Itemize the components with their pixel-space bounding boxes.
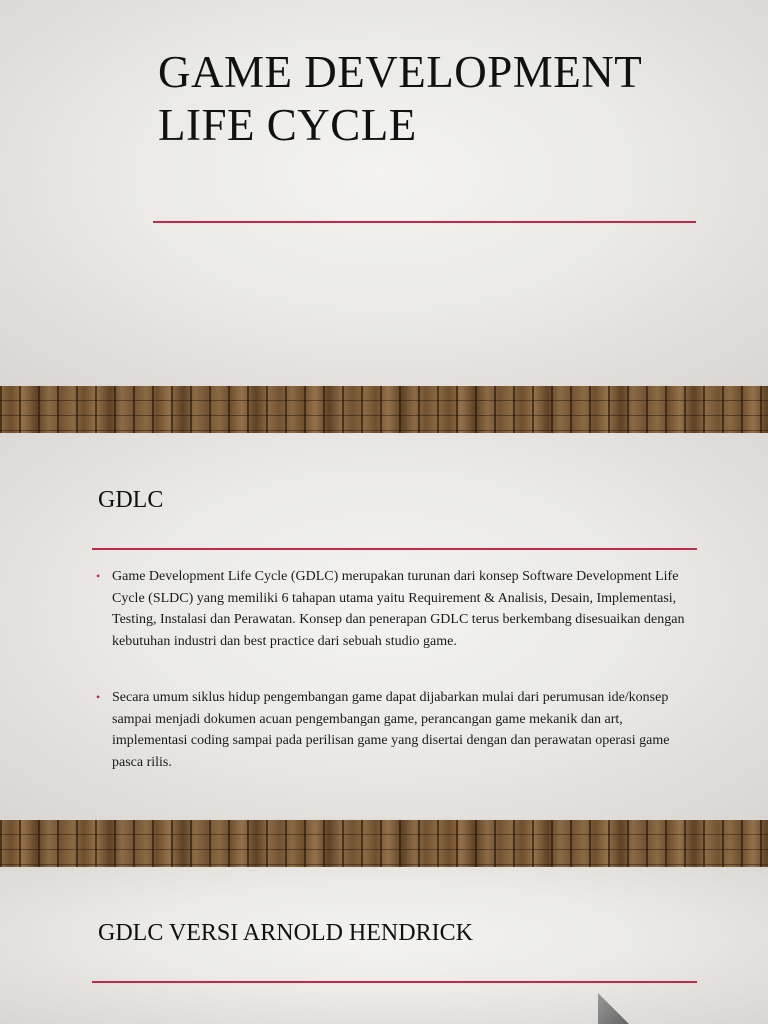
slide-1-title-underline xyxy=(153,221,696,223)
slide-3 xyxy=(0,867,768,1024)
bullet-item xyxy=(96,566,696,652)
wood-floor-divider-2 xyxy=(0,820,768,867)
slide-1-title: GAME DEVELOPMENT LIFE CYCLE xyxy=(158,47,642,150)
bullet-dot-icon: • xyxy=(96,569,101,583)
slide-2 xyxy=(0,433,768,819)
slide-2-bullet-list xyxy=(96,566,696,773)
bullet-text: Secara umum siklus hidup pengembangan game dapat dijabarkan mulai dari perumusan ide/konsep sampai menjadi dokumen acuan pengembangan game, perancangan game mekanik dan art, implementasi coding sampai pada perilisan game yang disertai dengan dan perawatan operasi game pasca rilis. xyxy=(112,690,670,770)
slide-3-title-underline xyxy=(92,981,697,983)
gray-triangle-shape-icon xyxy=(596,991,636,1024)
slide-2-title: GDLC xyxy=(98,487,164,513)
bullet-dot-icon: • xyxy=(96,690,101,704)
bullet-item xyxy=(96,687,696,773)
wood-floor-divider-1 xyxy=(0,386,768,433)
slide-1 xyxy=(0,0,768,386)
slide-2-title-underline xyxy=(92,548,697,550)
bullet-text: Game Development Life Cycle (GDLC) merupakan turunan dari konsep Software Development Life Cycle (SLDC) yang memiliki 6 tahapan utama yaitu Requirement & Analisis, Desain, Implementasi, Testing, Instalasi dan Perawatan. Konsep dan penerapan GDLC terus berkembang disesuaikan dengan kebutuhan industri dan best practice dari sebuah studio game. xyxy=(112,569,685,649)
slide-3-title: GDLC VERSI ARNOLD HENDRICK xyxy=(98,920,473,946)
